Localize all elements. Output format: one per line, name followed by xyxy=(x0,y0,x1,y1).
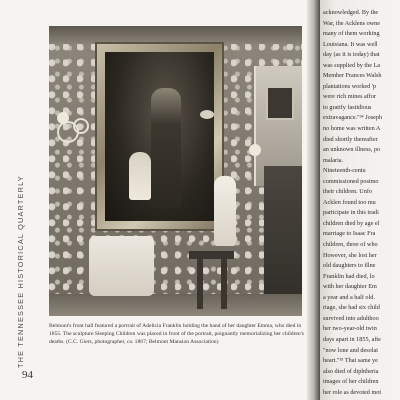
text-line: many of them working xyxy=(323,30,380,38)
text-line: to gratify fastidious xyxy=(323,103,372,111)
text-line: was supplied by the La xyxy=(323,61,381,69)
side-table-leg xyxy=(221,259,227,309)
right-page xyxy=(320,0,400,400)
text-line: War, the Acklens owne xyxy=(323,19,380,27)
photo-caption: Belmont's front hall featured a portrait of Adelicia Franklin holding the hand of her daughter Emma, who died in 1855. The sculpture Sleeping Children was placed in front of the portrait, poignantly memorializing her children's deaths. (C.C. Giers, photographer, ca. 1867; Belmont Mansion Association) xyxy=(49,323,304,346)
text-line: died shortly thereafter xyxy=(323,135,378,143)
floor xyxy=(49,294,302,316)
portrait-painting xyxy=(105,52,214,221)
text-line: their children. Unfo xyxy=(323,188,372,196)
wall-sconce xyxy=(249,144,261,156)
text-line: Nineteenth-centu xyxy=(323,167,366,175)
text-line: plantations worked 'p xyxy=(323,82,377,90)
text-line: survived into adulthoo xyxy=(323,314,379,322)
text-line: malaria. xyxy=(323,156,344,164)
side-table-top xyxy=(189,251,234,259)
text-line: participate in this tradi xyxy=(323,209,379,217)
text-line: heart."³⁵ That same ye xyxy=(323,357,378,365)
portrait-child-figure xyxy=(129,152,151,200)
draped-chair xyxy=(89,236,154,296)
text-line: "now lone and desolat xyxy=(323,346,378,354)
text-line: no home was written A xyxy=(323,125,381,133)
portrait-bird xyxy=(200,110,214,119)
text-line: children died by age el xyxy=(323,219,380,227)
right-page-text xyxy=(323,8,400,398)
framed-picture xyxy=(266,86,294,120)
text-line: with her daughter Em xyxy=(323,283,377,291)
text-line: commissioned postmo xyxy=(323,177,379,185)
text-line: acknowledged. By the xyxy=(323,9,379,16)
text-line: a year and a half old. xyxy=(323,293,375,301)
text-line: extravagance."³⁴ Joseph xyxy=(323,114,383,122)
wall-sconce xyxy=(57,112,69,124)
page-number: 94 xyxy=(22,369,33,381)
text-line: Member Frances Walsh xyxy=(323,72,382,80)
text-line: However, she lost her xyxy=(323,251,377,259)
sleeping-children-sculpture xyxy=(214,176,236,246)
text-line: old daughters to illne xyxy=(323,262,376,270)
gas-lamp-globe xyxy=(73,118,89,134)
ceiling-molding xyxy=(49,26,302,44)
text-line: images of her children xyxy=(323,378,379,386)
front-hall-photograph xyxy=(49,26,302,316)
text-line: were rich mines affor xyxy=(323,93,376,101)
text-line: her role as devoted mot xyxy=(323,388,382,396)
text-line: children, three of who xyxy=(323,241,378,249)
text-line: an unknown illness, po xyxy=(323,146,381,154)
portrait-woman-figure xyxy=(151,88,181,208)
side-table-leg xyxy=(197,259,203,309)
text-line: days apart in 1855, afte xyxy=(323,335,381,343)
text-line: Louisiana. It was well xyxy=(323,40,378,48)
text-line: also died of diphtheria xyxy=(323,367,379,375)
text-line: riage, she had six child xyxy=(323,304,380,312)
text-line: Franklin had died, lo xyxy=(323,272,375,280)
text-line: marriage to Isaac Fra xyxy=(323,230,376,238)
journal-title: THE TENNESSEE HISTORICAL QUARTERLY xyxy=(16,175,25,368)
portrait-frame xyxy=(97,44,222,229)
text-line: her two-year-old twin xyxy=(323,325,377,333)
book-gutter xyxy=(307,0,321,400)
text-line: Acklen found too mu xyxy=(323,198,376,206)
text-line: day (as it is today) that xyxy=(323,51,380,59)
